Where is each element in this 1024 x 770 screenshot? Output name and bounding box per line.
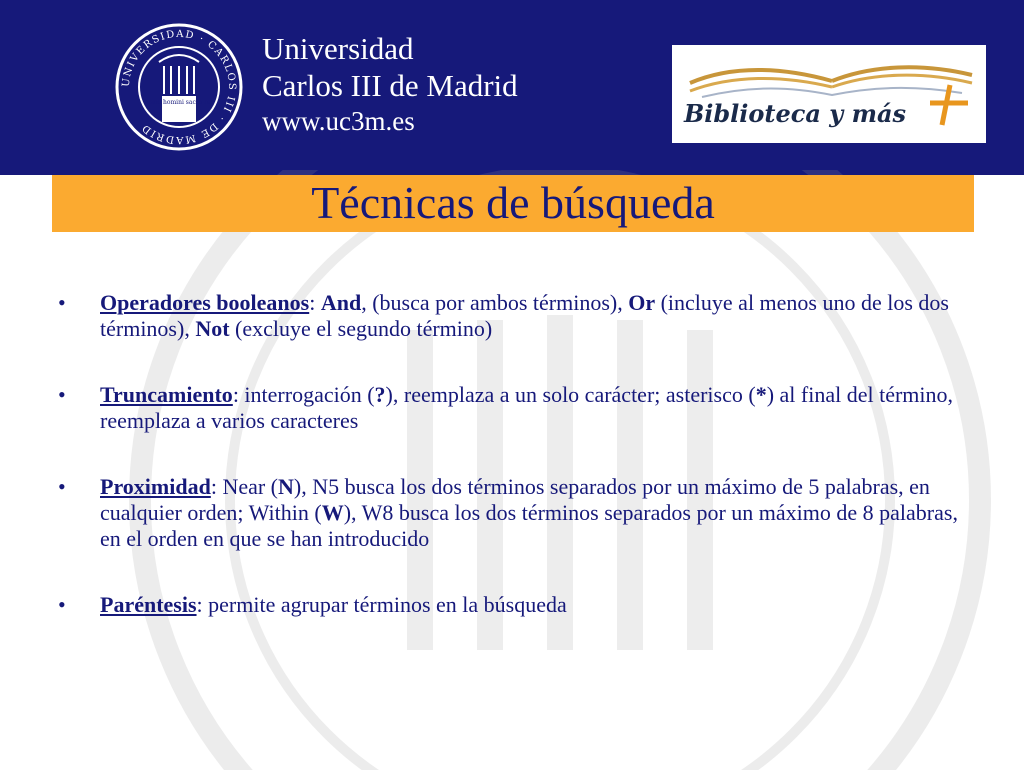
university-url[interactable]: www.uc3m.es bbox=[262, 106, 415, 136]
term-truncamiento: Truncamiento bbox=[100, 382, 233, 407]
bullet-list bbox=[58, 290, 970, 618]
bullet-marker: • bbox=[58, 592, 66, 617]
university-name-line1: Universidad bbox=[262, 31, 414, 66]
university-name-line2: Carlos III de Madrid bbox=[262, 68, 518, 103]
term-parentesis: Paréntesis bbox=[100, 592, 197, 617]
bullet-truncation: • Truncamiento: interrogación (?), reemplaza a un solo carácter; asterisco (*) al final del término, reemplaza a varios caracteres bbox=[58, 382, 954, 433]
library-logo bbox=[672, 45, 986, 143]
bullet-marker: • bbox=[58, 382, 66, 407]
bullet-marker: • bbox=[58, 290, 66, 315]
operator-and: And bbox=[320, 290, 362, 315]
term-operadores-booleanos: Operadores booleanos bbox=[100, 290, 310, 315]
university-name-block bbox=[262, 30, 518, 139]
seal-ring-text: UNIVERSIDAD · CARLOS III · DE MADRID bbox=[120, 28, 238, 146]
symbol-asterisk: * bbox=[755, 382, 767, 407]
term-proximidad: Proximidad bbox=[100, 474, 211, 499]
header-banner bbox=[0, 0, 1024, 175]
bullet-marker: • bbox=[58, 474, 66, 499]
operator-within: W bbox=[321, 500, 344, 525]
symbol-question-mark: ? bbox=[374, 382, 386, 407]
operator-near: N bbox=[278, 474, 294, 499]
bullet-parentheses: • Paréntesis: permite agrupar términos en la búsqueda bbox=[58, 592, 567, 617]
bullet-proximity: • Proximidad: Near (N), N5 busca los dos términos separados por un máximo de 5 palabras, en cualquier orden; Within (W), W8 busca los dos términos separados por un máximo de 8 palabras, en el orden en que se han introducido bbox=[58, 474, 958, 551]
operator-not: Not bbox=[195, 316, 230, 341]
slide-title: Técnicas de búsqueda bbox=[311, 177, 715, 228]
university-seal-logo bbox=[114, 22, 244, 152]
seal-motto: homo homini sacra res bbox=[144, 99, 214, 106]
title-bar bbox=[52, 175, 974, 232]
open-book-icon bbox=[672, 45, 986, 143]
bullet-boolean-operators: • Operadores booleanos: And, (busca por ambos términos), Or (incluye al menos uno de los dos términos), Not (excluye el segundo término) bbox=[58, 290, 949, 341]
operator-or: Or bbox=[628, 290, 656, 315]
library-logo-text: Biblioteca y más bbox=[684, 99, 907, 128]
